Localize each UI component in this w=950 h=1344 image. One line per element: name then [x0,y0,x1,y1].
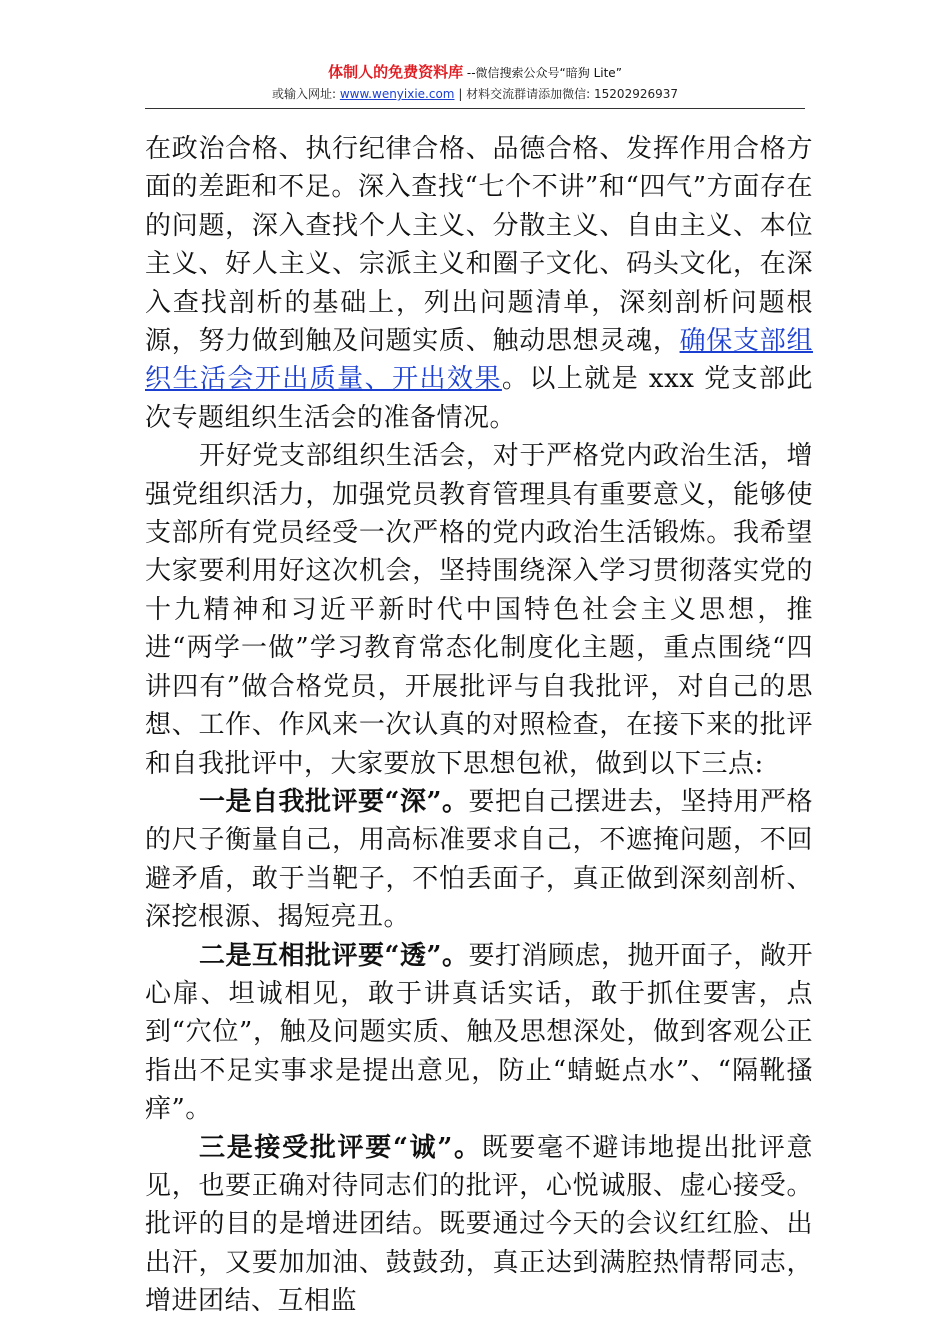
paragraph-3-heading: 一是自我批评要“深”。 [199,786,469,817]
header-divider [145,108,805,109]
paragraph-2: 开好党支部组织生活会，对于严格党内政治生活，增强党组织活力，加强党员教育管理具有重要意义，能够使支部所有党员经受一次严格的党内政治生活锻炼。我希望大家要利用好这次机会，坚持围绕深入学习贯彻落实党的十九精神和习近平新时代中国特色社会主义思想，推进“两学一做”学习教育常态化制度化主题，重点围绕“四讲四有”做合格党员，开展批评与自我批评，对自己的思想、工作、作风来一次认真的对照检查，在接下来的批评和自我批评中，大家要放下思想包袱，做到以下三点: [145,441,813,779]
header-contact-line [145,85,805,103]
paragraph-4-heading: 二是互相批评要“透”。 [199,940,469,971]
paragraph-1-text: 在政治合格、执行纪律合格、品德合格、发挥作用合格方面的差距和不足。深入查找“七个不讲”和“四气”方面存在的问题，深入查找个人主义、分散主义、自由主义、本位主义、好人主义、宗派主义和圈子文化、码头文化，在深入查找剖析的基础上，列出问题清单，深刻剖析问题根源，努力做到触及问题实质、触动思想灵魂， [145,134,813,357]
paragraph-1-link[interactable]: 确保支部组织生活会开出质量、开出效果 [145,326,813,395]
paragraph-1-tail: 。以上就是 xxx 党支部此次专题组织生活会的准备情况。 [145,364,813,433]
header-contact-suffix: | 材料交流群请添加微信: 15202926937 [454,87,679,101]
document-body [145,130,813,1321]
paragraph-5-text: 既要毫不避讳地提出批评意见，也要正确对待同志们的批评，心悦诚服、虚心接受。批评的目的是增进团结。既要通过今天的会议红红脸、出出汗，又要加加油、鼓鼓劲，真正达到满腔热情帮同志，增进团结、互相监 [145,1132,813,1317]
header-brand: 体制人的免费资料库 [328,63,464,81]
paragraph-4-text: 要打消顾虑，抛开面子，敞开心扉、坦诚相见，敢于讲真话实话，敢于抓住要害，点到“穴位”，触及问题实质、触及思想深处，做到客观公正指出不足实事求是提出意见，防止“蜻蜓点水”、“隔靴搔痒”。 [145,940,813,1125]
header-title-line [145,62,805,83]
page-header [145,62,805,103]
paragraph-3-text: 要把自己摆进去，坚持用严格的尺子衡量自己，用高标准要求自己，不遮掩问题，不回避矛盾，敢于当靶子，不怕丢面子，真正做到深刻剖析、深挖根源、揭短亮丑。 [145,786,813,933]
header-url-link[interactable]: www.wenyixie.com [339,87,455,101]
paragraph-4 [145,937,813,1129]
header-url-prefix: 或输入网址: [271,87,340,101]
paragraph-5-heading: 三是接受批评要“诚”。 [199,1132,482,1163]
paragraph-5 [145,1129,813,1321]
paragraph-3 [145,783,813,937]
header-slogan: --微信搜索公众号“暗狗 Lite” [463,66,622,80]
paragraph-1 [145,130,813,437]
